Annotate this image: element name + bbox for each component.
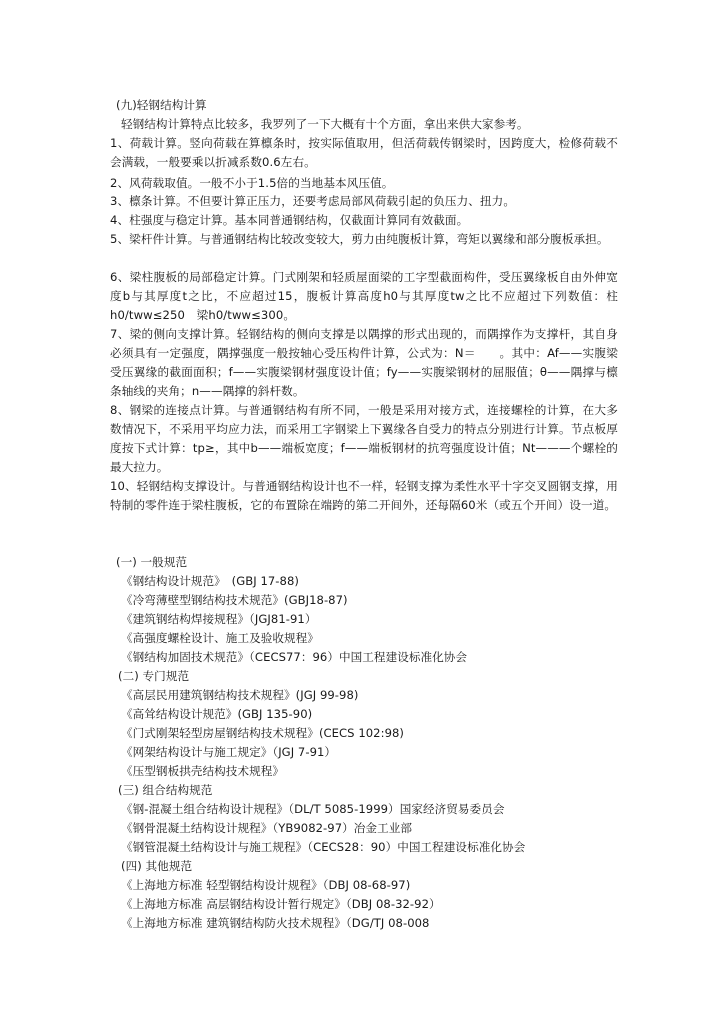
standard-entry: 《建筑钢结构焊接规程》（JGJ81-91） [121, 612, 317, 626]
standard-entry: 《钢管混凝土结构设计与施工规程》（CECS28：90）中国工程建设标准化协会 [121, 840, 526, 854]
standard-entry: 《钢骨混凝土结构设计规程》（YB9082-97）冶金工业部 [121, 821, 413, 835]
item-10-bracing-design: 10、轻钢结构支撑设计。与普通钢结构设计也不一样，轻钢支撑为柔性水平十字交叉圆钢支撑，用特制的零件连于梁柱腹板，它的布置除在端跨的第二开间外，还每隔60米（或五个开间）设一道。 [110, 479, 618, 512]
standard-entry: 《网架结构设计与施工规定》（JGJ 7-91） [121, 745, 337, 759]
item-8-connection-calculation: 8、钢梁的连接点计算。与普通钢结构有所不同，一般是采用对接方式，连接螺栓的计算，在大多数情况下，不采用平均应力法，而采用工字钢梁上下翼缘各自受力的特点分别进行计算。节点板厚度按下式计算：tp≥，其中b——端板宽度；f——端板钢材的抗弯强度设计值；Nt———个螺栓的最大拉力。 [110, 403, 618, 474]
item-5-beam-member: 5、梁杆件计算。与普通钢结构比较改变较大，剪力由纯腹板计算，弯矩以翼缘和部分腹板承担。 [110, 232, 609, 246]
standard-entry: 《压型钢板拱壳结构技术规程》 [121, 764, 285, 778]
standard-entry: 《钢-混凝土组合结构设计规程》（DL/T 5085-1999）国家经济贸易委员会 [121, 802, 505, 816]
item-1-load-calculation: 1、荷载计算。竖向荷载在算檩条时，按实际值取用，但活荷载传钢梁时，因跨度大，检修荷载不会满载，一般要乘以折减系数0.6左右。 [110, 136, 618, 169]
item-6-local-stability: 6、梁柱腹板的局部稳定计算。门式刚架和轻质屋面梁的工字型截面构件，受压翼缘板自由外伸宽度b与其厚度t之比，不应超过15，腹板计算高度h0与其厚度tw之比不应超过下列数值：柱h0/tww≤250 梁h0/tww≤300。 [110, 270, 618, 322]
section-title: (九)轻钢结构计算 [116, 98, 207, 112]
item-4-column-strength: 4、柱强度与稳定计算。基本同普通钢结构，仅截面计算同有效截面。 [110, 213, 469, 227]
standard-entry: 《钢结构加固技术规范》（CECS77：96）中国工程建设标准化协会 [121, 650, 468, 664]
item-7-lateral-bracing: 7、梁的侧向支撑计算。轻钢结构的侧向支撑是以隅撑的形式出现的，而隅撑作为支撑杆，其自身必须具有一定强度，隅撑强度一般按轴心受压构件计算，公式为：N＝ 。其中：Af——实腹梁受压翼缘的截面面积；f——实腹梁钢材强度设计值；fy——实腹梁钢材的屈服值；θ——隅撑与檩条轴线的夹角；n——隅撑的斜杆数。 [110, 327, 618, 398]
standard-entry: 《门式刚架轻型房屋钢结构技术规程》(CECS 102:98) [121, 726, 404, 740]
standard-entry: 《高强度螺栓设计、施工及验收规程》 [121, 631, 319, 645]
item-3-purlin-calculation: 3、檩条计算。不但要计算正压力，还要考虑局部风荷载引起的负压力、扭力。 [110, 194, 516, 208]
standards-heading-other: (四) 其他规范 [121, 859, 193, 873]
item-2-wind-load: 2、风荷载取值。一般不小于1.5倍的当地基本风压值。 [110, 176, 394, 190]
standard-entry: 《高层民用建筑钢结构技术规程》(JGJ 99-98) [121, 688, 359, 702]
standard-entry: 《高耸结构设计规范》(GBJ 135-90) [121, 707, 313, 721]
standard-entry: 《冷弯薄壁型钢结构技术规范》(GBJ18-87) [121, 593, 348, 607]
intro-paragraph: 轻钢结构计算特点比较多，我罗列了一下大概有十个方面，拿出来供大家参考。 [121, 117, 529, 131]
standard-entry: 《上海地方标准 高层钢结构设计暂行规定》（DBJ 08-32-92） [121, 897, 441, 911]
standard-entry: 《上海地方标准 轻型钢结构设计规程》（DBJ 08-68-97) [121, 878, 411, 892]
standards-heading-special: (二) 专门规范 [118, 669, 190, 683]
standard-entry: 《钢结构设计规范》 (GBJ 17-88) [121, 574, 299, 588]
standards-heading-composite: (三) 组合结构规范 [118, 783, 213, 797]
standard-entry: 《上海地方标准 建筑钢结构防火技术规程》（DG/TJ 08-008 [121, 916, 430, 930]
standards-heading-general: (一) 一般规范 [116, 555, 188, 569]
